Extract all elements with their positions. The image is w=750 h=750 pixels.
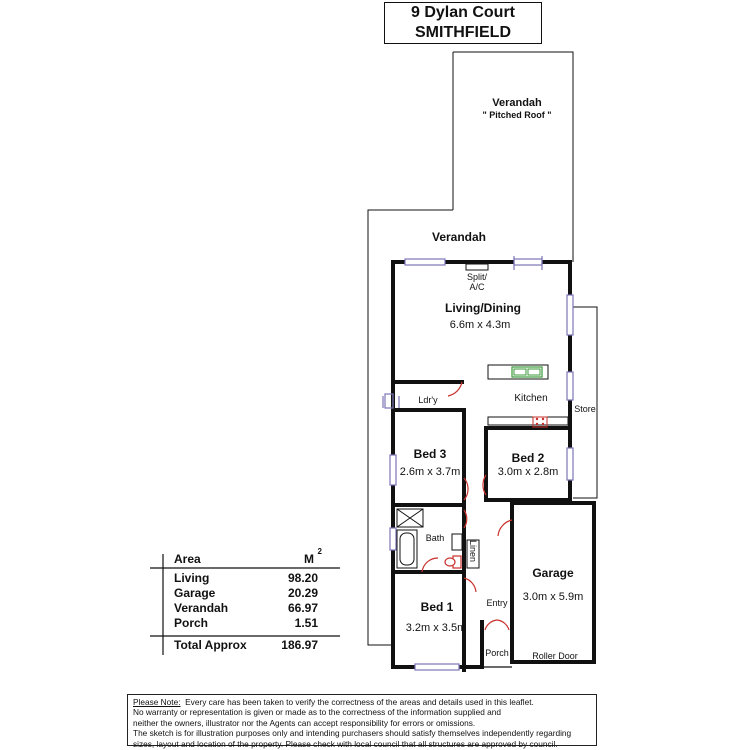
vanity xyxy=(452,534,462,550)
note-line-2: No warranty or representation is given or made as to the correctness of the information supplied and xyxy=(133,707,502,718)
label-roller-door: Roller Door xyxy=(532,651,578,661)
area-row-name: Porch xyxy=(174,616,209,630)
area-row-name: Living xyxy=(174,571,210,585)
area-row-porch xyxy=(150,616,340,631)
window-living-top xyxy=(405,259,445,265)
label-porch: Porch xyxy=(485,648,509,658)
window-bath-left xyxy=(390,528,396,550)
shower xyxy=(397,509,423,527)
window-bed2-right xyxy=(567,448,573,480)
address-line: 9 Dylan Court xyxy=(410,4,515,21)
area-row-value: 1.51 xyxy=(294,616,318,630)
label-garage-name: Garage xyxy=(532,566,574,580)
window-kitchen-right xyxy=(567,372,573,400)
area-row-value: 98.20 xyxy=(287,571,318,585)
label-bed3-name: Bed 3 xyxy=(413,447,447,461)
area-header-unit: M xyxy=(304,552,314,566)
label-garage-size: 3.0m x 5.9m xyxy=(522,591,584,603)
area-row-total xyxy=(150,638,340,653)
label-verandah-rear-sub: " Pitched Roof " xyxy=(482,110,552,120)
area-header-unit-sup: 2 xyxy=(317,547,322,556)
label-bed1-name: Bed 1 xyxy=(420,600,454,614)
label-entry: Entry xyxy=(486,598,508,608)
window-living-right xyxy=(567,295,573,335)
area-row-garage xyxy=(150,586,340,601)
area-row-living xyxy=(150,571,340,586)
label-living-size: 6.6m x 4.3m xyxy=(449,319,511,331)
area-row-name: Garage xyxy=(174,586,216,600)
label-store: Store xyxy=(574,404,596,414)
toilet xyxy=(445,556,461,568)
label-bath: Bath xyxy=(425,533,445,543)
area-row-verandah xyxy=(150,601,340,616)
area-row-value: 66.97 xyxy=(287,601,318,615)
label-verandah-rear: Verandah xyxy=(492,97,542,109)
note-heading: Please Note: xyxy=(133,697,181,707)
area-row-name: Verandah xyxy=(174,601,229,615)
label-bed2-size: 3.0m x 2.8m xyxy=(497,466,559,478)
label-kitchen: Kitchen xyxy=(514,393,548,404)
kitchen-counter xyxy=(488,417,568,427)
label-laundry: Ldr'y xyxy=(418,395,438,405)
area-total-name: Total Approx xyxy=(174,638,247,652)
area-total-value: 186.97 xyxy=(281,638,318,652)
label-split-ac-1: Split/ xyxy=(466,272,488,282)
area-table-header xyxy=(150,547,340,567)
area-header-label: Area xyxy=(174,552,201,566)
note-line-5: sizes, layout and location of the property. Please check with local council that all structures are approved by council. xyxy=(133,738,558,749)
store-outline xyxy=(573,307,597,498)
window-bed1-bottom xyxy=(415,664,459,670)
note-line-1 xyxy=(133,697,591,707)
label-bed1-size: 3.2m x 3.5m xyxy=(405,622,467,634)
note-line-4: The sketch is for illustration purposes only and intending purchasers should satisfy themselves independently regarding xyxy=(133,728,572,739)
window-bed3-left xyxy=(390,455,396,485)
verandah-outline-lower xyxy=(368,210,453,645)
kitchen-bench xyxy=(488,365,548,379)
suburb-line: SMITHFIELD xyxy=(415,24,511,41)
label-split-ac-2: A/C xyxy=(469,282,485,292)
disclaimer-note xyxy=(127,694,597,749)
note-line-1-text: Every care has been taken to verify the correctness of the areas and details used in this leaflet. xyxy=(185,697,534,707)
label-bed2-name: Bed 2 xyxy=(511,451,545,465)
label-verandah: Verandah xyxy=(431,230,487,244)
note-line-3: neither the owners, illustrator nor the Agents can accept responsibility for errors or omissions. xyxy=(133,717,476,728)
split-ac-unit xyxy=(466,264,488,270)
bath-tub xyxy=(397,530,417,568)
label-bed3-size: 2.6m x 3.7m xyxy=(399,466,461,478)
area-row-value: 20.29 xyxy=(287,586,318,600)
label-living-name: Living/Dining xyxy=(445,301,521,315)
label-linen: Linen xyxy=(468,539,478,563)
sliding-door xyxy=(514,256,542,270)
